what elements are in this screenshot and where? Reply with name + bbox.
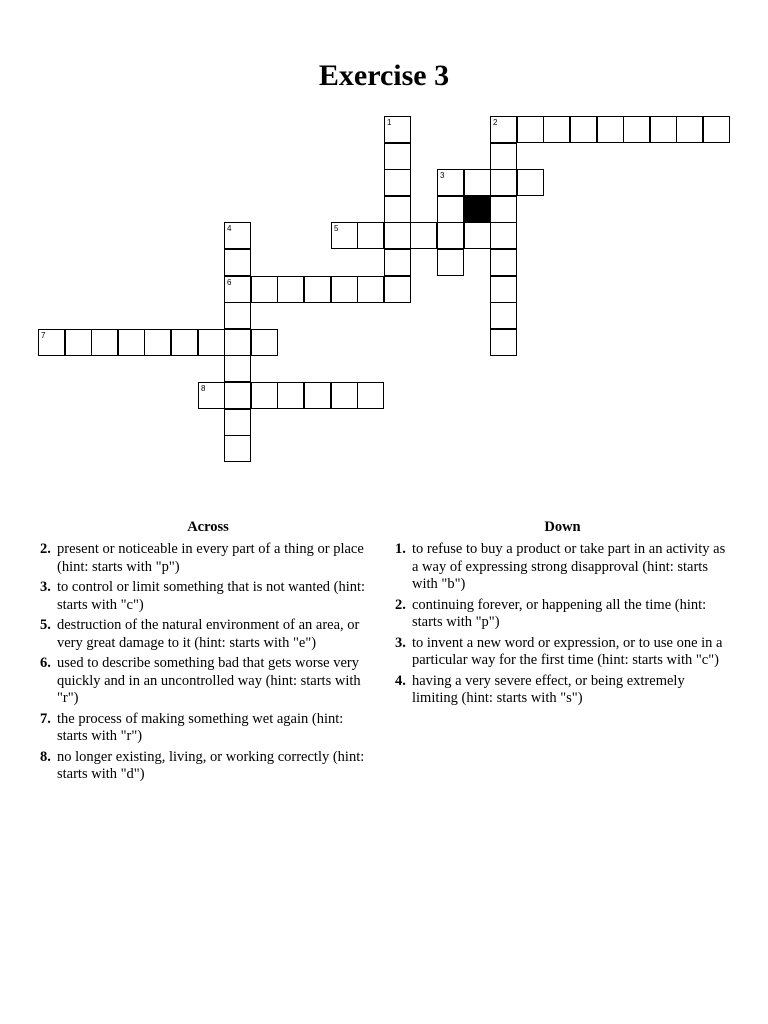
clue-text: continuing forever, or happening all the time (hint: starts with "p") [412, 596, 707, 630]
grid-cell-number: 7 [41, 331, 46, 340]
grid-cell[interactable] [570, 116, 597, 143]
grid-cell[interactable] [490, 116, 517, 143]
clue-text: to invent a new word or expression, or to use one in a particular way for the first time (hint: starts with "c") [412, 634, 723, 668]
grid-cell[interactable] [65, 329, 92, 356]
grid-cell[interactable] [464, 222, 491, 249]
down-heading: Down [544, 519, 581, 535]
grid-cell[interactable] [38, 329, 65, 356]
clue-text: no longer existing, living, or working correctly (hint: starts with "d") [57, 748, 365, 782]
across-clue [40, 617, 376, 652]
grid-cell[interactable] [331, 276, 358, 303]
clue-number: 6. [40, 655, 51, 671]
across-clue [40, 579, 376, 614]
clue-number: 4. [395, 672, 406, 689]
grid-cell[interactable] [198, 382, 225, 409]
grid-cell[interactable] [357, 382, 384, 409]
down-clue [395, 597, 730, 632]
clue-number: 5. [40, 617, 51, 633]
grid-cell[interactable] [384, 249, 411, 276]
grid-cell[interactable] [490, 196, 517, 223]
grid-cell[interactable] [437, 169, 464, 196]
grid-cell[interactable] [676, 116, 703, 143]
clue-text: destruction of the natural environment of an area, or very great damage to it (hint: starts with "e") [57, 617, 360, 651]
grid-cell[interactable] [224, 435, 251, 462]
grid-cell[interactable] [384, 116, 411, 143]
grid-cell[interactable] [304, 382, 331, 409]
grid-cell[interactable] [490, 222, 517, 249]
crossword-grid [0, 0, 768, 500]
grid-cell[interactable] [224, 355, 251, 382]
grid-cell[interactable] [490, 302, 517, 329]
grid-cell[interactable] [703, 116, 730, 143]
clue-number: 7. [40, 710, 51, 727]
grid-cell[interactable] [224, 329, 251, 356]
grid-cell[interactable] [224, 222, 251, 249]
down-clue [395, 673, 730, 708]
grid-cell[interactable] [384, 196, 411, 223]
across-clue [40, 655, 376, 708]
clue-text: to refuse to buy a product or take part in an activity as a way of expressing strong disapproval (hint: starts with "b") [412, 541, 726, 592]
across-clues [40, 518, 376, 787]
grid-cell[interactable] [224, 302, 251, 329]
grid-cell[interactable] [490, 276, 517, 303]
grid-cell[interactable] [490, 329, 517, 356]
clue-number: 3. [40, 579, 51, 595]
grid-cell[interactable] [251, 329, 278, 356]
grid-cell[interactable] [597, 116, 624, 143]
grid-cell[interactable] [437, 196, 464, 223]
clue-text: having a very severe effect, or being extremely limiting (hint: starts with "s") [412, 672, 685, 706]
down-clues [395, 518, 730, 711]
clue-text: present or noticeable in every part of a thing or place (hint: starts with "p") [57, 541, 364, 575]
grid-cell[interactable] [251, 276, 278, 303]
grid-cell[interactable] [384, 222, 411, 249]
grid-cell-black [464, 196, 491, 223]
grid-cell[interactable] [437, 222, 464, 249]
grid-cell[interactable] [384, 143, 411, 170]
grid-cell[interactable] [224, 249, 251, 276]
grid-cell[interactable] [490, 169, 517, 196]
grid-cell[interactable] [357, 222, 384, 249]
grid-cell[interactable] [331, 222, 358, 249]
grid-cell[interactable] [410, 222, 437, 249]
clue-text: the process of making something wet again (hint: starts with "r") [57, 710, 344, 744]
clue-number: 8. [40, 748, 51, 765]
grid-cell-number: 8 [201, 384, 206, 393]
clue-number: 1. [395, 541, 406, 557]
clue-text: to control or limit something that is not wanted (hint: starts with "c") [57, 579, 366, 613]
grid-cell[interactable] [224, 409, 251, 436]
clue-number: 3. [395, 634, 406, 651]
grid-cell[interactable] [331, 382, 358, 409]
grid-cell[interactable] [464, 169, 491, 196]
across-clue [40, 749, 376, 784]
grid-cell-number: 6 [227, 278, 232, 287]
page-title: Exercise 3 [318, 59, 450, 92]
grid-cell-number: 4 [227, 224, 232, 233]
grid-cell[interactable] [304, 276, 331, 303]
grid-cell[interactable] [543, 116, 570, 143]
grid-cell[interactable] [251, 382, 278, 409]
down-clue [395, 635, 730, 670]
grid-cell[interactable] [357, 276, 384, 303]
across-clue [40, 711, 376, 746]
grid-cell[interactable] [437, 249, 464, 276]
grid-cell[interactable] [198, 329, 225, 356]
grid-cell[interactable] [490, 249, 517, 276]
grid-cell[interactable] [144, 329, 171, 356]
grid-cell[interactable] [623, 116, 650, 143]
grid-cell-number: 5 [334, 224, 339, 233]
grid-cell[interactable] [224, 276, 251, 303]
clue-text: used to describe something bad that gets worse very quickly and in an uncontrolled way (hint: starts with "r") [57, 655, 361, 706]
grid-cell[interactable] [171, 329, 198, 356]
grid-cell[interactable] [118, 329, 145, 356]
grid-cell[interactable] [277, 276, 304, 303]
grid-cell[interactable] [517, 116, 544, 143]
clue-number: 2. [395, 596, 406, 613]
grid-cell-number: 1 [387, 118, 392, 127]
grid-cell[interactable] [224, 382, 251, 409]
across-clue [40, 541, 376, 576]
down-clue [395, 541, 730, 594]
grid-cell[interactable] [384, 276, 411, 303]
grid-cell[interactable] [490, 143, 517, 170]
across-heading: Across [187, 519, 229, 535]
grid-cell[interactable] [277, 382, 304, 409]
clue-number: 2. [40, 541, 51, 557]
grid-cell-number: 2 [493, 118, 498, 127]
grid-cell[interactable] [91, 329, 118, 356]
grid-cell-number: 3 [440, 171, 445, 180]
grid-cell[interactable] [650, 116, 677, 143]
grid-cell[interactable] [517, 169, 544, 196]
grid-cell[interactable] [384, 169, 411, 196]
